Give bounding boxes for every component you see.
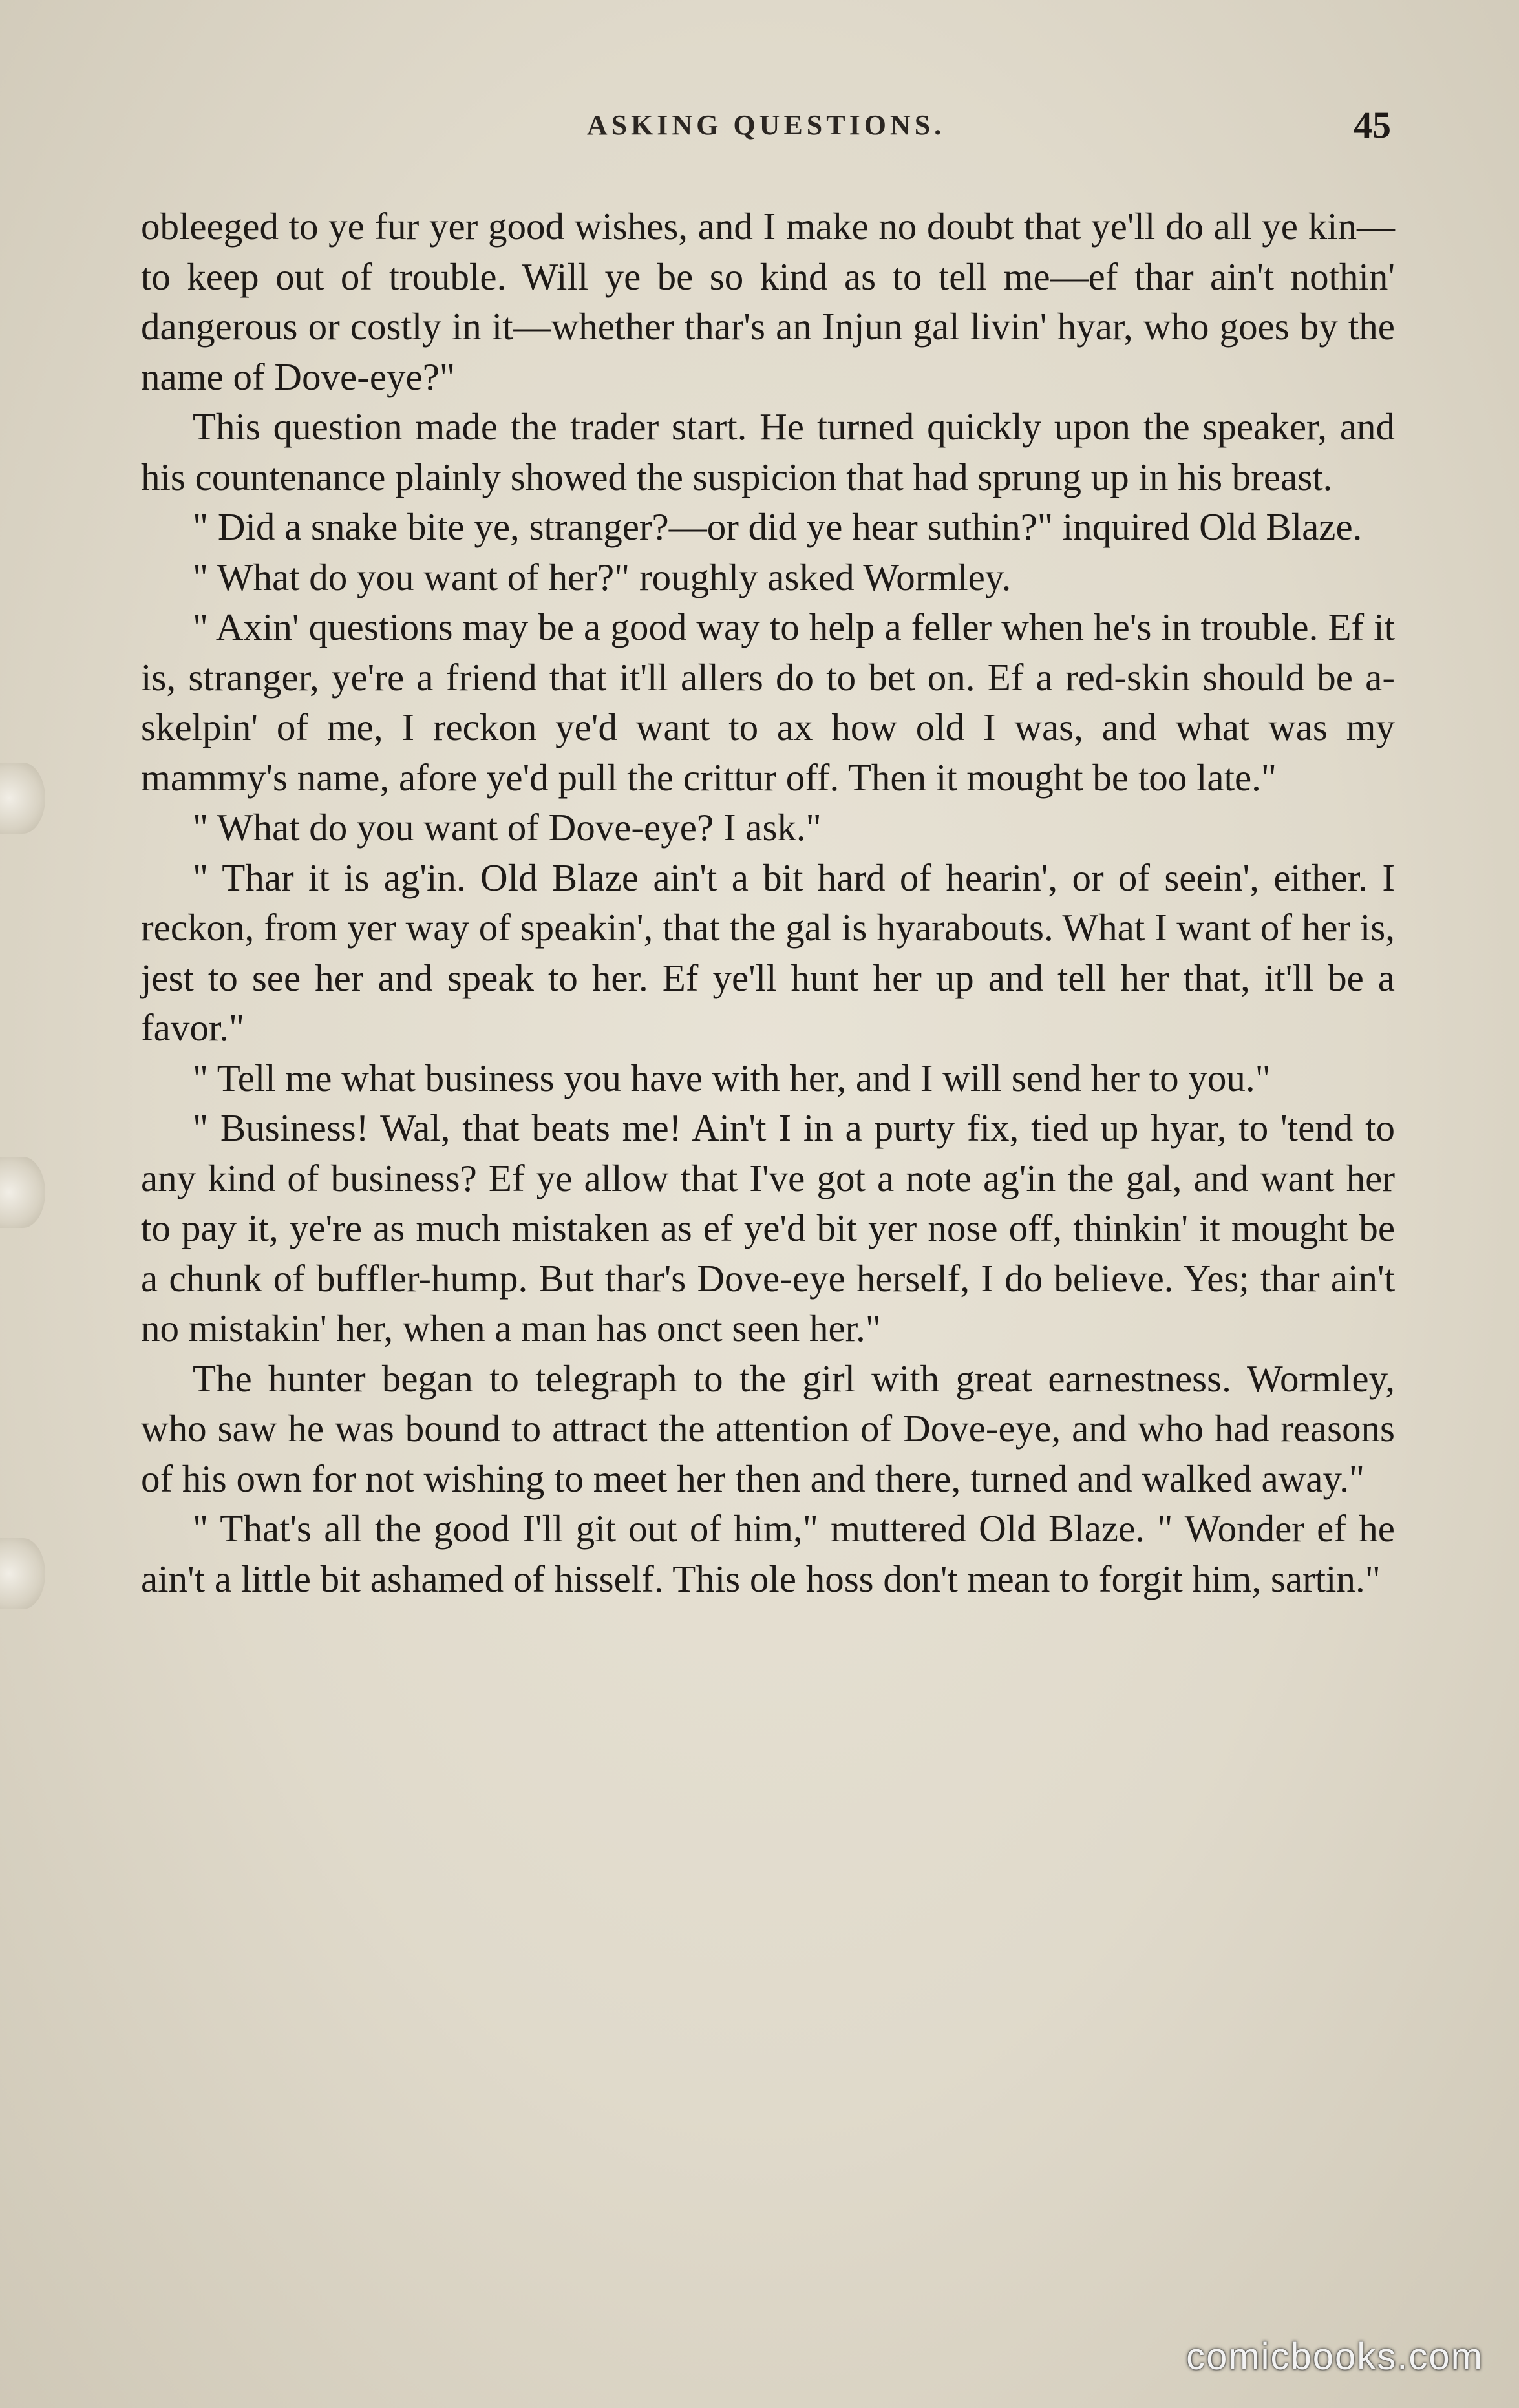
paragraph: " Thar it is ag'in. Old Blaze ain't a bit hard of hearin', or of seein', either. I reckon, from yer way of speakin', that the gal is hyarabouts. What I want of her is, jest to see her and speak to her. Ef ye'll hunt her up and tell her that, it'll be a favor." [141,856,1395,1049]
page-number: 45 [1354,104,1391,146]
paragraph: This question made the trader start. He turned quickly upon the speaker, and his countenance plainly showed the suspicion that had sprung up in his breast. [141,405,1395,498]
page-header [141,104,1391,160]
paragraph: " Did a snake bite ye, stranger?—or did ye hear suthin?" inquired Old Blaze. [193,505,1363,548]
paragraph: " What do you want of her?" roughly asked Wormley. [193,555,1012,598]
running-head: ASKING QUESTIONS. [586,109,946,141]
paragraph: " Business! Wal, that beats me! Ain't I in a purty fix, tied up hyar, to 'tend to any kind of business? Ef ye allow that I've got a note ag'in the gal, and want her to pay it, ye're as much mistaken as ef ye'd bit yer nose off, thinkin' it mought be a chunk of buffler-hump. But thar's Dove-eye herself, I do believe. Yes; thar ain't no mistakin' her, when a man has onct seen her." [141,1106,1395,1349]
paragraph: obleeged to ye fur yer good wishes, and I make no doubt that ye'll do all ye kin—to keep out of trouble. Will ye be so kind as to tell me—ef thar ain't nothin' dangerous or costly in it—whether thar's an Injun gal livin' hyar, who goes by the name of Dove-eye?" [141,205,1395,398]
paragraph: " That's all the good I'll git out of him," muttered Old Blaze. " Wonder ef he ain't a little bit ashamed of hisself. This ole hoss don't mean to forgit him, sartin." [141,1507,1395,1600]
binding-hole [0,763,45,834]
paragraph: " Tell me what business you have with her, and I will send her to you." [193,1056,1271,1099]
binding-hole [0,1538,45,1609]
paragraph: The hunter began to telegraph to the girl with great earnestness. Wormley, who saw he was bound to attract the attention of Dove-eye, and who had reasons of his own for not wishing to meet her then and there, turned and walked away." [141,1357,1395,1500]
binding-hole [0,1157,45,1228]
watermark: comicbooks.com [1186,2336,1483,2378]
paragraph: " What do you want of Dove-eye? I ask." [193,806,822,849]
paragraph: " Axin' questions may be a good way to help a feller when he's in trouble. Ef it is, stranger, ye're a friend that it'll allers do to bet on. Ef a red-skin should be a-skelpin' of me, I reckon ye'd want to ax how old I was, and what was my mammy's name, afore ye'd pull the crittur off. Then it mought be too late." [141,606,1395,799]
body-text [141,202,1395,1604]
